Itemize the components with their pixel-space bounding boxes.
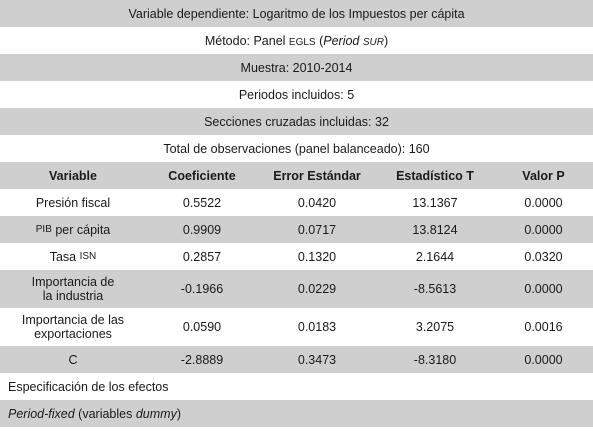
coefficient-cell: 0.9909 (182, 222, 222, 237)
std-error-cell: 0.0420 (297, 195, 337, 210)
std-error-cell: 0.0183 (297, 320, 337, 334)
period-fixed-text: Period-fixed (variables dummy) (8, 406, 181, 421)
sample-text: Muestra: 2010-2014 (240, 60, 353, 75)
t-stat-cell: 3.2075 (415, 320, 455, 334)
table-row (0, 270, 593, 308)
variable-cell: PIB per cápita (35, 222, 111, 237)
observations-row (0, 135, 593, 162)
coefficient-cell: -0.1966 (180, 282, 224, 296)
column-header-p-value: Valor P (522, 168, 565, 183)
std-error-cell: 0.3473 (297, 352, 337, 367)
variable-cell: Importancia de la industria (31, 275, 115, 303)
periods-text: Periodos incluidos: 5 (238, 87, 355, 102)
cross-sections-row (0, 108, 593, 135)
p-value-cell: 0.0000 (524, 352, 563, 367)
periods-row (0, 81, 593, 108)
t-stat-cell: -8.5613 (413, 282, 457, 296)
column-header-variable: Variable (49, 168, 97, 183)
t-stat-cell: 2.1644 (415, 249, 455, 264)
cross-sections-text: Secciones cruzadas incluidas: 32 (204, 114, 389, 129)
sample-row (0, 54, 593, 81)
t-stat-cell: 13.1367 (412, 195, 458, 210)
variable-cell: Tasa ISN (49, 249, 97, 264)
coefficient-cell: 0.5522 (182, 195, 222, 210)
variable-cell: C (68, 352, 78, 367)
coefficient-cell: -2.8889 (180, 352, 224, 367)
table-row (0, 308, 593, 346)
t-stat-cell: -8.3180 (413, 352, 457, 367)
effects-spec-text: Especificación de los efectos (8, 379, 169, 394)
std-error-cell: 0.0717 (297, 222, 337, 237)
t-stat-cell: 13.8124 (412, 222, 458, 237)
p-value-cell: 0.0000 (524, 195, 563, 210)
p-value-cell: 0.0000 (524, 282, 563, 296)
dependent-variable-text: Variable dependiente: Logaritmo de los Impuestos per cápita (128, 6, 465, 21)
column-header-std-error: Error Estándar (273, 168, 361, 183)
coefficient-cell: 0.0590 (182, 320, 222, 334)
std-error-cell: 0.1320 (297, 249, 337, 264)
column-header-row (0, 162, 593, 189)
std-error-cell: 0.0229 (297, 282, 337, 296)
column-header-t-stat: Estadístico T (396, 168, 474, 183)
table-row (0, 189, 593, 216)
variable-cell: Presión fiscal (35, 195, 111, 210)
method-text: Método: Panel EGLS (Period SUR) (204, 33, 389, 48)
variable-cell: Importancia de las exportaciones (21, 313, 125, 341)
table-row (0, 216, 593, 243)
p-value-cell: 0.0016 (524, 320, 563, 334)
observations-text: Total de observaciones (panel balanceado): 160 (163, 141, 430, 156)
period-fixed-row (0, 400, 593, 427)
method-row (0, 27, 593, 54)
table-row (0, 243, 593, 270)
column-header-coefficient: Coeficiente (168, 168, 236, 183)
p-value-cell: 0.0000 (524, 222, 563, 237)
coefficient-cell: 0.2857 (182, 249, 222, 264)
p-value-cell: 0.0320 (524, 249, 563, 264)
effects-spec-row (0, 373, 593, 400)
table-row (0, 346, 593, 373)
dependent-variable-row (0, 0, 593, 27)
